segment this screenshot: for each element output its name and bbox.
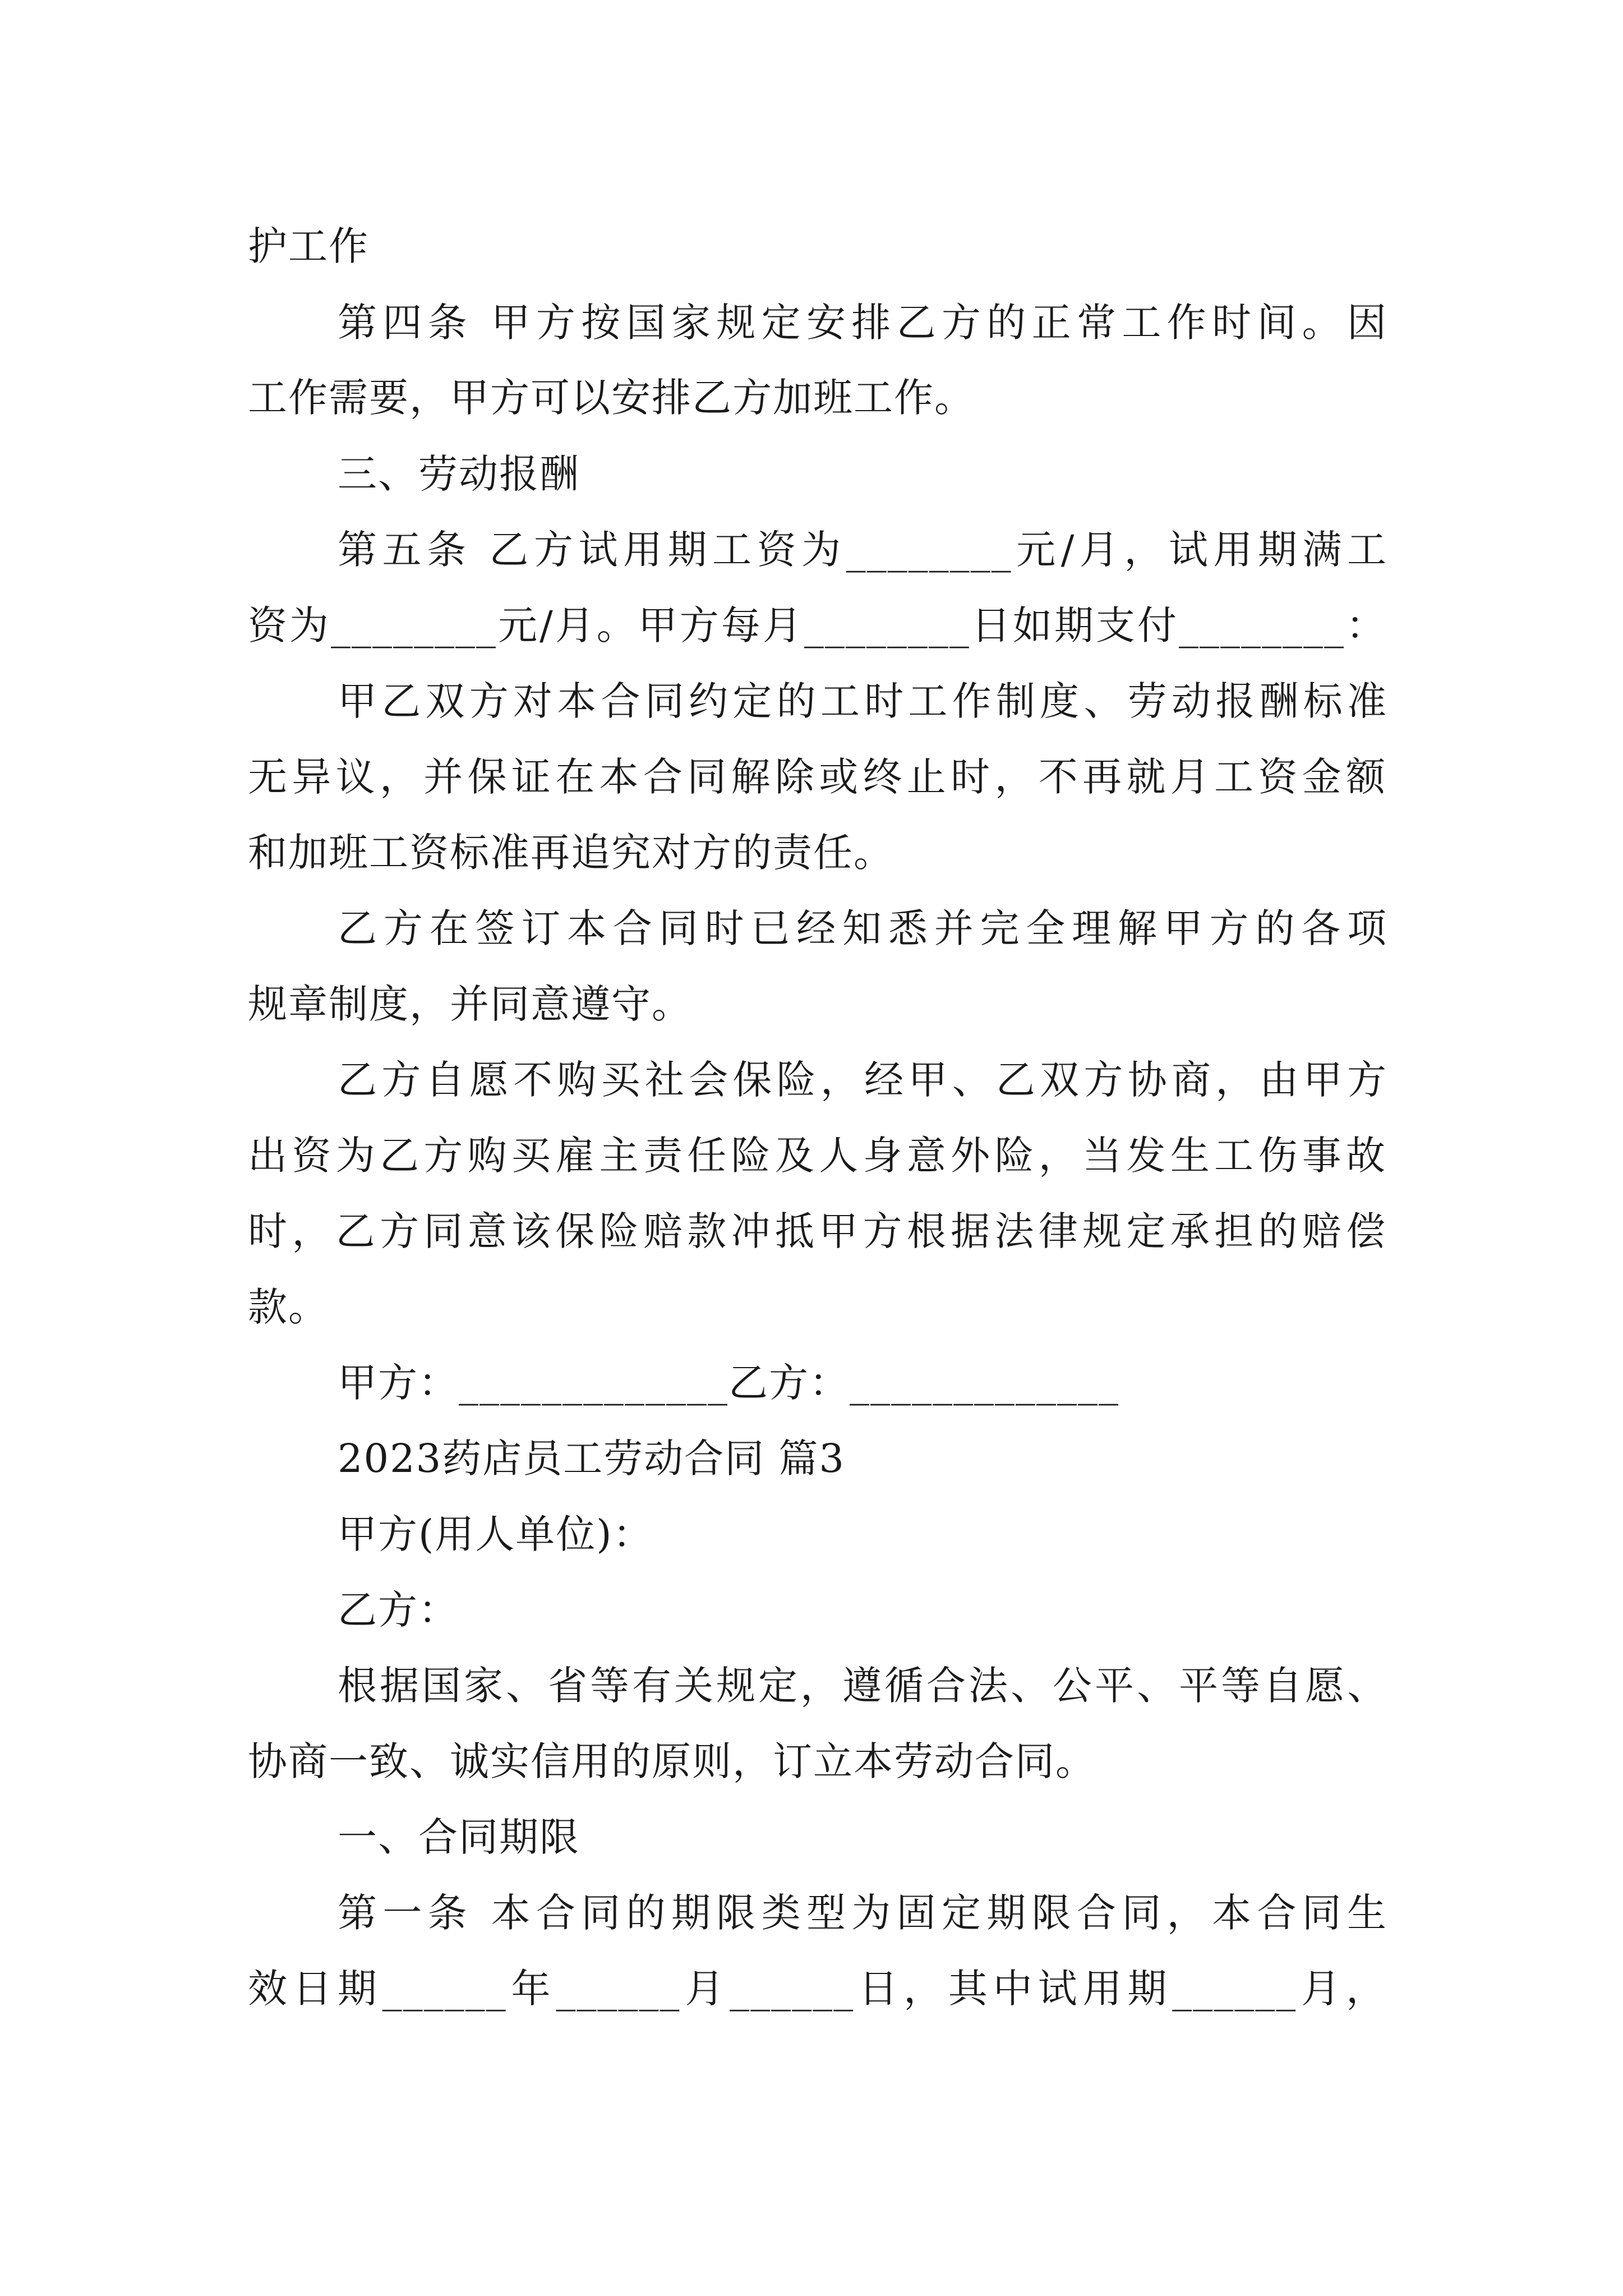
text-line: 协商一致、诚实信用的原则，订立本劳动合同。: [248, 1738, 1096, 1784]
text-line: 第四条 甲方按国家规定安排乙方的正常工作时间。因: [338, 300, 1387, 346]
text-line: 出资为乙方购买雇主责任险及人身意外险，当发生工伤事故: [248, 1133, 1386, 1179]
text-line: 款。: [248, 1284, 329, 1330]
signature-line: 甲方：_____________乙方：_____________: [338, 1360, 1119, 1406]
text-line: 甲乙双方对本合同约定的工时工作制度、劳动报酬标准: [338, 678, 1387, 724]
text-line: 效日期______年______月______日，其中试用期______月，: [248, 1966, 1386, 2012]
text-line: 工作需要，甲方可以安排乙方加班工作。: [248, 375, 975, 421]
text-line: 护工作: [248, 223, 369, 269]
text-line: 无异议，并保证在本合同解除或终止时，不再就月工资金额: [248, 754, 1386, 800]
text-line: 乙方自愿不购买社会保险，经甲、乙双方协商，由甲方: [338, 1057, 1387, 1103]
text-line: 规章制度，并同意遵守。: [248, 981, 692, 1027]
text-line: 第五条 乙方试用期工资为________元/月，试用期满工: [338, 527, 1387, 573]
text-line: 时，乙方同意该保险赔款冲抵甲方根据法律规定承担的赔偿: [248, 1208, 1386, 1254]
party-a-line: 甲方(用人单位)：: [338, 1511, 653, 1557]
section-heading: 三、劳动报酬: [338, 451, 580, 497]
party-b-line: 乙方：: [338, 1587, 459, 1633]
text-line: 和加班工资标准再追究对方的责任。: [248, 830, 894, 876]
text-line: 乙方在签订本合同时已经知悉并完全理解甲方的各项: [338, 905, 1387, 951]
text-line: 根据国家、省等有关规定，遵循合法、公平、平等自愿、: [338, 1663, 1387, 1709]
section-title: 2023药店员工劳动合同 篇3: [338, 1435, 845, 1481]
text-line: 资为________元/月。甲方每月________日如期支付________：: [248, 602, 1386, 648]
text-line: 第一条 本合同的期限类型为固定期限合同，本合同生: [338, 1890, 1387, 1936]
section-heading: 一、合同期限: [338, 1814, 580, 1860]
